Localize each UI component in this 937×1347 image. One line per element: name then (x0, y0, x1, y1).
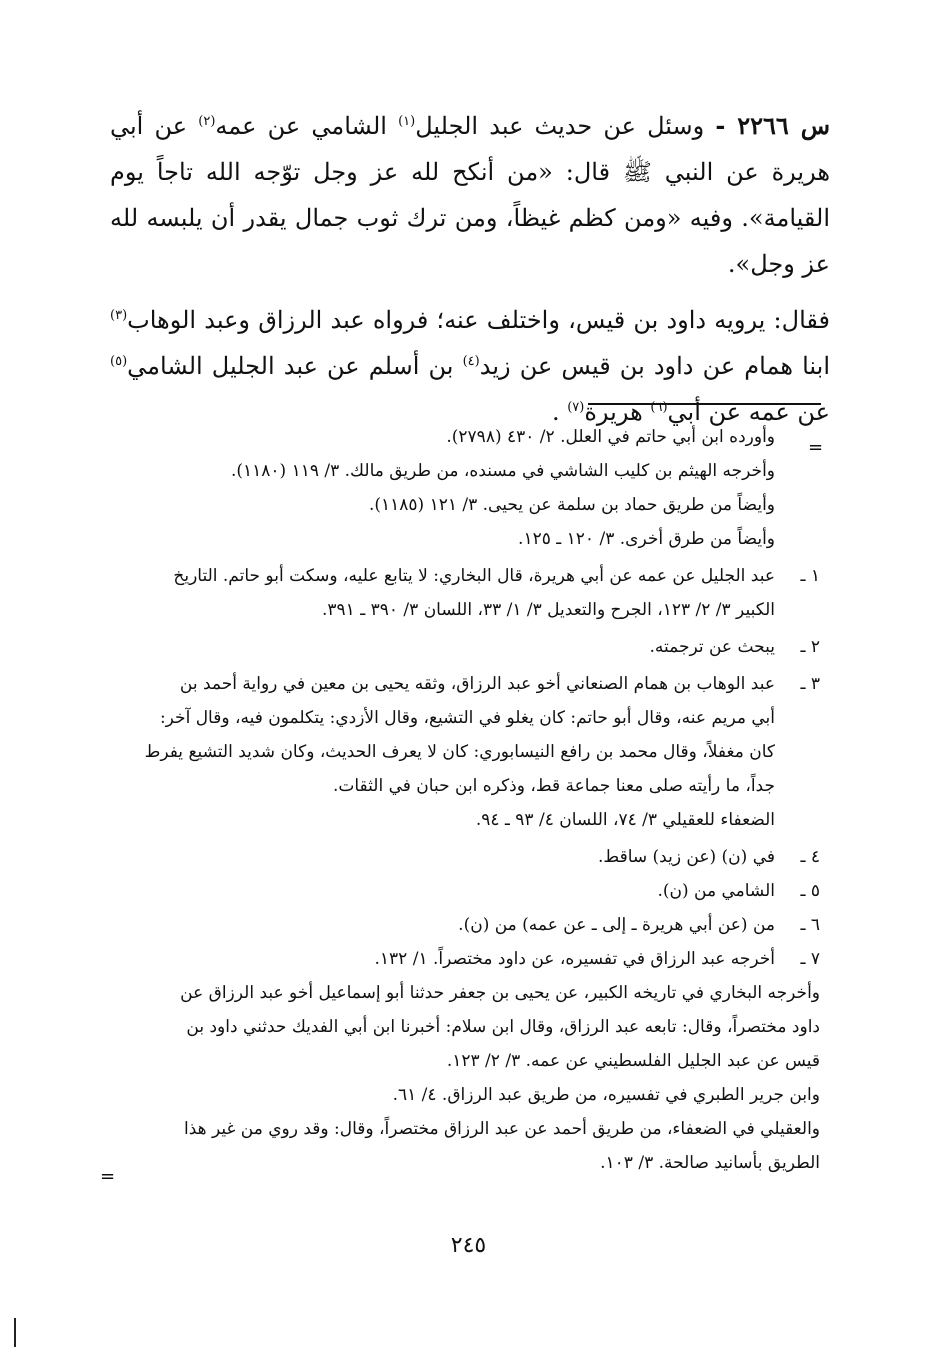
note-line: أبي مريم عنه، وقال أبو حاتم: كان يغلو في التشيع، وقال الأزدي: يتكلمون فيه، وقال آخر: (159, 708, 775, 728)
answer-text: ابنا همام عن داود بن قيس عن زيد (479, 352, 830, 380)
carried-note-text (110, 420, 775, 556)
footnote-text (110, 908, 775, 942)
note-line: وأخرجه البخاري في تاريخه الكبير، عن يحيى بن جعفر حدثنا أبو إسماعيل أخو عبد الرزاق عن (180, 983, 820, 1003)
footnote-ref-2[interactable]: (٢) (198, 114, 216, 129)
note-line: وأيضاً من طريق حماد بن سلمة عن يحيى. ٣/ ١٢١ (١١٨٥). (368, 495, 775, 515)
footnote-1 (110, 559, 820, 627)
footnote-text (110, 874, 775, 908)
footnote-ref-3[interactable]: (٣) (110, 308, 128, 323)
footnote-ref-4[interactable]: (٤) (462, 354, 480, 369)
note-line: أخرجه عبد الرزاق في تفسيره، عن داود مختصراً. ١/ ١٣٢. (374, 949, 775, 969)
note-line: في (ن) (عن زيد) ساقط. (598, 847, 775, 867)
footnote-ref-5[interactable]: (٥) (110, 354, 128, 369)
footnote-7 (110, 942, 820, 976)
footnotes (110, 420, 820, 1180)
answer-paragraph (110, 297, 830, 435)
question-text: عن أبي هريرة عن النبي ﷺ قال: «من أنكح لله عز وجل توّجه الله تاجاً يوم القيامة». وفيه «ومن كظم غيظاً، ومن ترك ثوب جمال يقدر أن يلبسه لله عز وجل». (110, 112, 830, 278)
footnote-number: ٦ ـ (800, 915, 820, 935)
footnote-number: ٥ ـ (800, 881, 820, 901)
footnote-text (110, 942, 775, 976)
footnote-number: ٣ ـ (800, 674, 820, 694)
note-line: الكبير ٣/ ٢/ ١٢٣، الجرح والتعديل ٣/ ١/ ٣٣، اللسان ٣/ ٣٩٠ ـ ٣٩١. (322, 600, 775, 620)
continuation-mark-top: = (808, 437, 824, 458)
note-line: والعقيلي في الضعفاء، من طريق أحمد عن عبد الرزاق مختصراً، وقال: وقد روي من غير هذا (183, 1119, 820, 1139)
note-line: كان مغفلاً، وقال محمد بن رافع النيسابوري: كان لا يعرف الحديث، وكان شديد التشيع يفرط (144, 742, 775, 762)
footnote-text (110, 559, 775, 627)
footnote-4 (110, 840, 820, 874)
footnote-text (110, 667, 775, 837)
note-line: وأيضاً من طرق أخرى. ٣/ ١٢٠ ـ ١٢٥. (518, 529, 775, 549)
footnote-text (110, 840, 775, 874)
question-text: وسئل عن حديث عبد الجليل (415, 112, 716, 140)
note-line: وأورده ابن أبي حاتم في العلل. ٢/ ٤٣٠ (٢٧٩٨). (446, 427, 775, 447)
footnote-ref-7[interactable]: (٧) (567, 400, 585, 415)
footnote-ref-6[interactable]: (٦) (650, 400, 668, 415)
footnote-number: ٤ ـ (800, 847, 820, 867)
note-line: يبحث عن ترجمته. (649, 637, 775, 657)
answer-text: عن عمه عن أبي (667, 398, 830, 426)
answer-text: بن أسلم عن عبد الجليل الشامي (127, 352, 463, 380)
note-line: الشامي من (ن). (657, 881, 775, 901)
note-line: الطريق بأسانيد صالحة. ٣/ ١٠٣. (600, 1153, 820, 1173)
carried-note (110, 420, 820, 556)
footnote-7-continuation (110, 976, 820, 1180)
note-line: الضعفاء للعقيلي ٣/ ٧٤، اللسان ٤/ ٩٣ ـ ٩٤. (475, 810, 775, 830)
main-text (110, 103, 830, 435)
footnote-6 (110, 908, 820, 942)
answer-text: هريرة (584, 398, 651, 426)
answer-text: فقال: يرويه داود بن قيس، واختلف عنه؛ فرواه عبد الرزاق وعبد الوهاب (127, 306, 831, 334)
note-line: من (عن أبي هريرة ـ إلى ـ عن عمه) من (ن). (458, 915, 775, 935)
question-text: الشامي عن عمه (215, 112, 399, 140)
margin-mark (14, 1318, 16, 1347)
footnote-ref-1[interactable]: (١) (398, 114, 416, 129)
footnote-3 (110, 667, 820, 837)
footnote-text (110, 630, 775, 664)
note-line: وأخرجه الهيثم بن كليب الشاشي في مسنده، من طريق مالك. ٣/ ١١٩ (١١٨٠). (230, 461, 775, 481)
footnote-number: ٧ ـ (800, 949, 820, 969)
answer-text: . (551, 398, 568, 426)
footnote-separator (588, 403, 821, 405)
note-line: قيس عن عبد الجليل الفلسطيني عن عمه. ٣/ ٢/ ١٢٣. (446, 1051, 820, 1071)
note-line: جداً، ما رأيته صلى معنا جماعة قط، وذكره ابن حبان في الثقات. (332, 776, 775, 796)
footnote-number: ٢ ـ (800, 637, 820, 657)
footnote-5 (110, 874, 820, 908)
page-number: ٢٤٥ (450, 1233, 487, 1258)
note-line: وابن جرير الطبري في تفسيره، من طريق عبد الرزاق. ٤/ ٦١. (392, 1085, 820, 1105)
footnote-2 (110, 630, 820, 664)
footnote-number: ١ ـ (800, 566, 820, 586)
note-line: داود مختصراً، وقال: تابعه عبد الرزاق، وقال ابن سلام: أخبرنا ابن أبي الفديك حدثني داود بن (186, 1017, 820, 1037)
note-line: عبد الوهاب بن همام الصنعاني أخو عبد الرزاق، وثقه يحيى بن معين في رواية أحمد بن (179, 674, 775, 694)
continuation-mark-bottom: = (100, 1166, 116, 1187)
question-paragraph (110, 103, 830, 287)
note-line: عبد الجليل عن عمه عن أبي هريرة، قال البخاري: لا يتابع عليه، وسكت أبو حاتم. التاريخ (173, 566, 775, 586)
question-number: س ٢٢٦٦ - (715, 111, 830, 140)
